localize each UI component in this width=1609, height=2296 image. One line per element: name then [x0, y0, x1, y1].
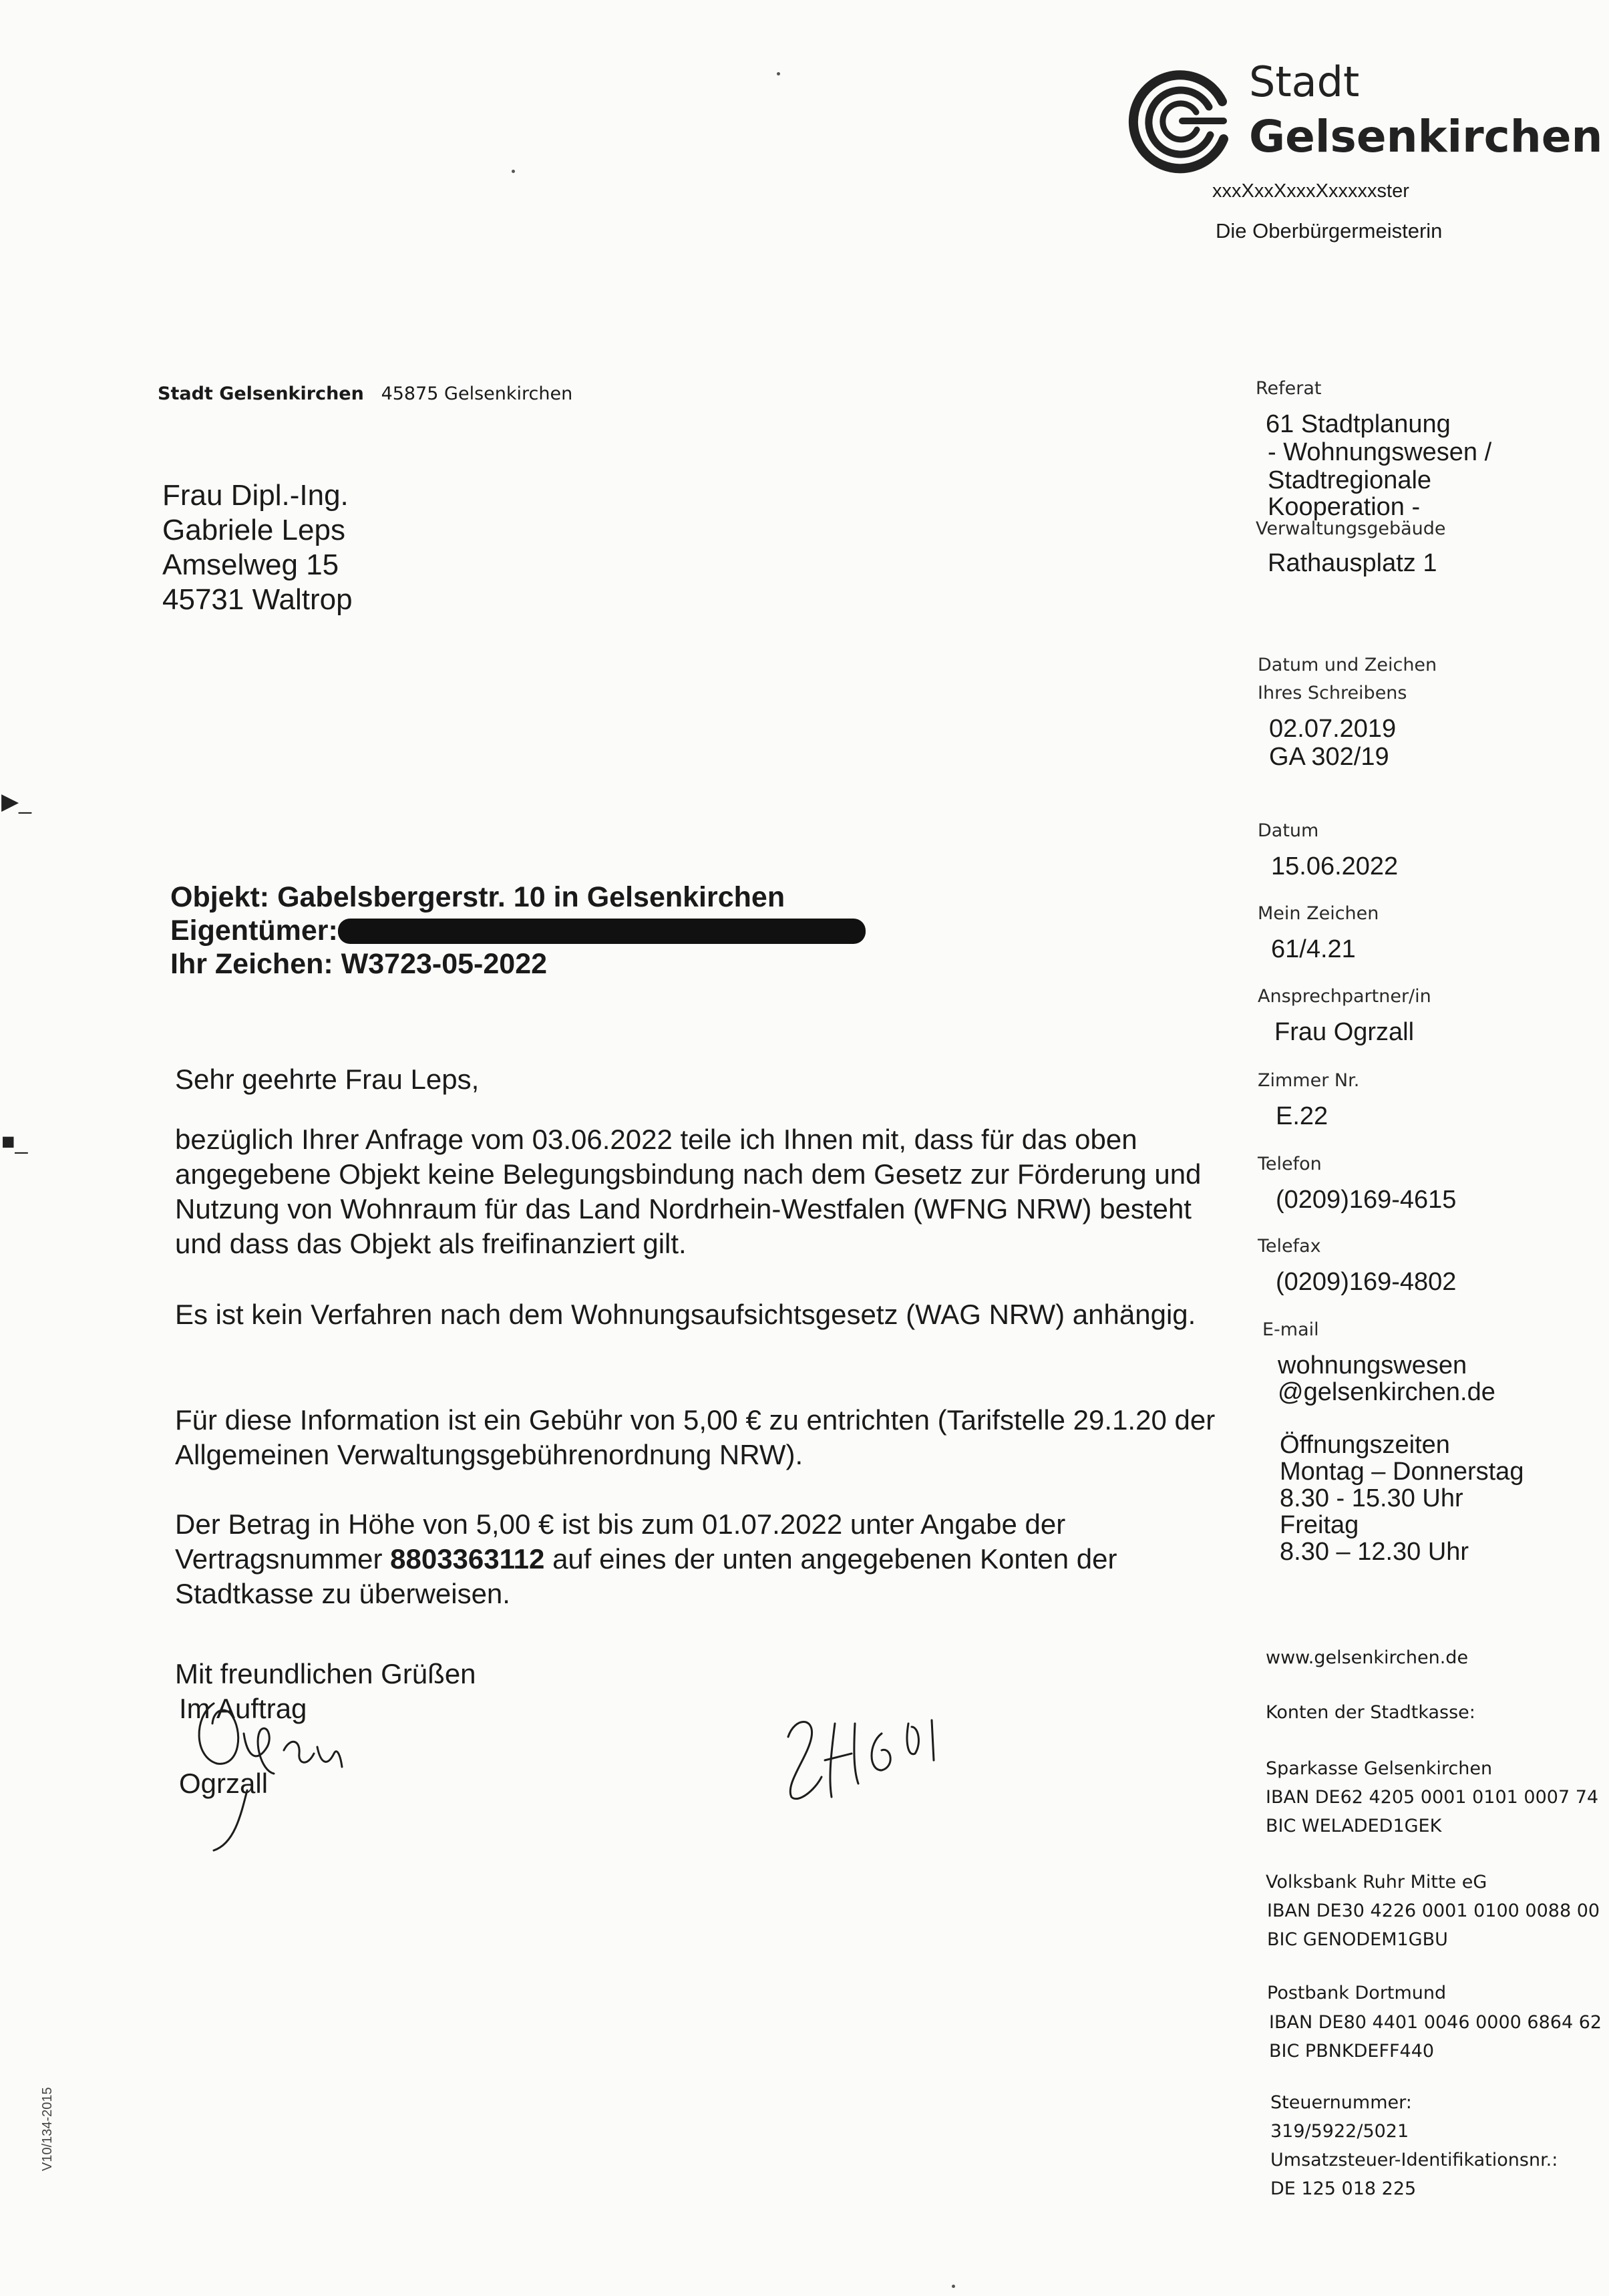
email-line-2: @gelsenkirchen.de [1278, 1378, 1495, 1406]
contact-label: Ansprechpartner/in [1258, 986, 1431, 1007]
hours-title: Öffnungszeiten [1280, 1431, 1450, 1459]
signer-name: Ogrzall [179, 1768, 269, 1799]
your-letter-label-2: Ihres Schreibens [1258, 683, 1407, 703]
sender-return-line [158, 383, 572, 404]
room-label: Zimmer Nr. [1258, 1070, 1360, 1091]
bank3-name: Postbank Dortmund [1267, 1983, 1447, 2003]
bank2-iban: IBAN DE30 4226 0001 0100 0088 00 [1267, 1901, 1600, 1921]
bank3-iban: IBAN DE80 4401 0046 0000 6864 62 [1269, 2012, 1602, 2033]
owner-label: Eigentümer: [170, 915, 338, 947]
on-behalf: Im Auftrag [179, 1693, 307, 1724]
bank1-bic: BIC WELADED1GEK [1266, 1816, 1442, 1836]
referat-line-4: Kooperation - [1268, 493, 1421, 521]
contract-number: 8803363112 [390, 1543, 545, 1575]
hours-line-3: Freitag [1280, 1511, 1359, 1539]
redaction-bar [338, 919, 866, 944]
date-label: Datum [1258, 820, 1319, 841]
city-emblem-icon [1122, 60, 1239, 177]
referat-line-2: - Wohnungswesen / [1268, 438, 1492, 466]
handwritten-signature [167, 1683, 394, 1884]
your-letter-ref: GA 302/19 [1269, 743, 1389, 771]
accounts-title: Konten der Stadtkasse: [1266, 1702, 1475, 1723]
my-ref-value: 61/4.21 [1271, 935, 1356, 963]
subject-object: Objekt: Gabelsbergerstr. 10 in Gelsenkirchen [170, 881, 785, 913]
paragraph-4-end: auf eines der unten angegebenen Konten der Stadtkasse zu überweisen. [175, 1543, 1117, 1609]
your-letter-date: 02.07.2019 [1269, 715, 1397, 743]
subject-block [170, 880, 866, 981]
email-label: E-mail [1262, 1319, 1319, 1340]
subject-your-ref: Ihr Zeichen: W3723-05-2022 [170, 948, 548, 980]
building-value: Rathausplatz 1 [1268, 549, 1437, 577]
salutation: Sehr geehrte Frau Leps, [175, 1063, 480, 1095]
website-link[interactable]: www.gelsenkirchen.de [1266, 1647, 1469, 1668]
building-label: Verwaltungsgebäude [1256, 518, 1446, 539]
scan-speck [512, 170, 515, 173]
tax-number: 319/5922/5021 [1270, 2121, 1409, 2142]
vat-label: Umsatzsteuer-Identifikationsnr.: [1270, 2150, 1558, 2170]
hours-line-1: Montag – Donnerstag [1280, 1458, 1524, 1486]
fold-mark-middle: ■_ [1, 1129, 28, 1154]
handwritten-date-mark [775, 1697, 962, 1830]
logo-city-name: Gelsenkirchen [1249, 111, 1603, 162]
subject-owner [170, 914, 866, 947]
city-logo [1122, 60, 1239, 180]
bank2-bic: BIC GENODEM1GBU [1267, 1929, 1448, 1950]
office-title-struck: xxxXxxXxxxXxxxxxster [1212, 180, 1409, 202]
scan-speck [952, 2285, 955, 2288]
phone-value: (0209)169-4615 [1276, 1186, 1457, 1214]
letter-date: 15.06.2022 [1271, 852, 1399, 880]
vat-number: DE 125 018 225 [1270, 2178, 1417, 2199]
fax-label: Telefax [1258, 1236, 1321, 1257]
room-value: E.22 [1276, 1102, 1328, 1130]
your-letter-label-1: Datum und Zeichen [1258, 655, 1437, 675]
recipient-line-1: Frau Dipl.-Ing. [162, 479, 349, 512]
sender-name: Stadt Gelsenkirchen [158, 383, 364, 404]
hours-line-2: 8.30 - 15.30 Uhr [1280, 1484, 1463, 1512]
email-line-1: wohnungswesen [1278, 1351, 1467, 1379]
bank3-bic: BIC PBNKDEFF440 [1269, 2041, 1435, 2062]
fax-value: (0209)169-4802 [1276, 1268, 1457, 1296]
referat-line-3: Stadtregionale [1268, 466, 1432, 494]
recipient-line-2: Gabriele Leps [162, 514, 345, 546]
paragraph-4-start: Der Betrag in Höhe von 5,00 € ist bis zum 01.07.2022 unter Angabe der Vertragsnummer [175, 1508, 1066, 1575]
form-code: V10/134-2015 [40, 2087, 55, 2171]
bank1-name: Sparkasse Gelsenkirchen [1266, 1758, 1493, 1779]
closing: Mit freundlichen Grüßen [175, 1658, 476, 1689]
logo-city-word: Stadt [1249, 57, 1360, 106]
bank2-name: Volksbank Ruhr Mitte eG [1266, 1872, 1487, 1893]
paragraph-3: Für diese Information ist ein Gebühr von 5,00 € zu entrichten (Tarifstelle 29.1.20 der Allgemeinen Verwaltungsgebührenordnung NRW). [175, 1404, 1216, 1470]
hours-line-4: 8.30 – 12.30 Uhr [1280, 1538, 1469, 1566]
phone-label: Telefon [1258, 1154, 1322, 1174]
office-title: Die Oberbürgermeisterin [1216, 219, 1443, 242]
paragraph-1: bezüglich Ihrer Anfrage vom 03.06.2022 teile ich Ihnen mit, dass für das oben angegebene Objekt keine Belegungsbindung nach dem Gesetz zur Förderung und Nutzung von Wohnraum für das Land Nordrhein-Westfalen (WFNG NRW) besteht und dass das Objekt als freifinanziert gilt. [175, 1124, 1202, 1259]
tax-label: Steuernummer: [1270, 2092, 1412, 2113]
fold-mark-top: ▶_ [1, 789, 32, 814]
referat-label: Referat [1256, 378, 1322, 399]
paragraph-4 [175, 1507, 1217, 1611]
referat-line-1: 61 Stadtplanung [1266, 410, 1451, 438]
contact-value: Frau Ogrzall [1274, 1018, 1415, 1046]
paragraph-2: Es ist kein Verfahren nach dem Wohnungsaufsichtsgesetz (WAG NRW) anhängig. [175, 1299, 1196, 1330]
bank1-iban: IBAN DE62 4205 0001 0101 0007 74 [1266, 1787, 1599, 1808]
scan-speck [777, 72, 780, 75]
recipient-line-4: 45731 Waltrop [162, 583, 353, 616]
sender-postal: 45875 Gelsenkirchen [381, 383, 573, 404]
recipient-line-3: Amselweg 15 [162, 548, 339, 581]
my-ref-label: Mein Zeichen [1258, 903, 1379, 924]
